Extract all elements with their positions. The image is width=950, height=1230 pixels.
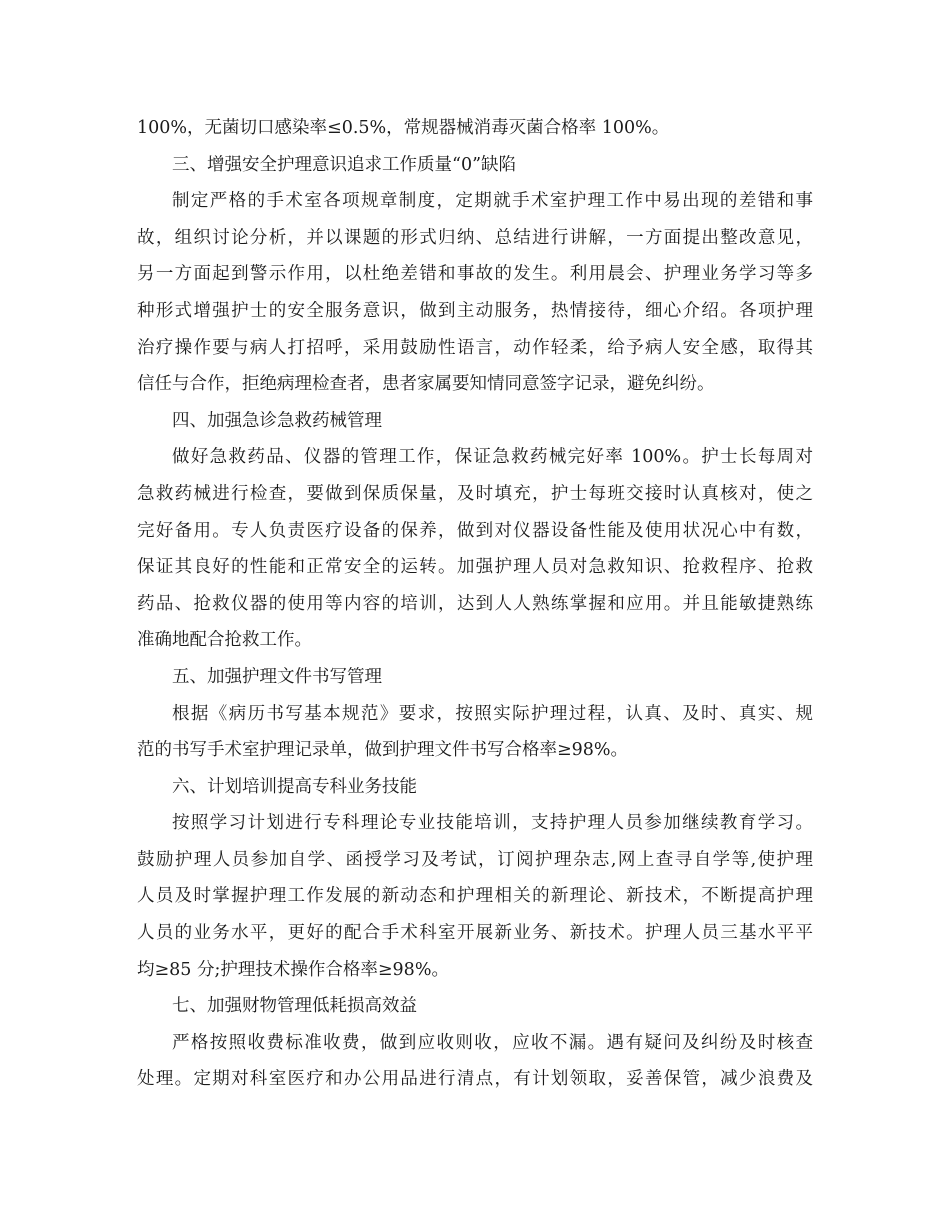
text-line: 鼓励护理人员参加自学、函授学习及考试，订阅护理杂志,网上查寻自学等,使护理 [137,849,813,870]
text-line: 严格按照收费标准收费，做到应收则收，应收不漏。遇有疑问及纠纷及时核查 [172,1032,813,1053]
text-line: 按照学习计划进行专科理论专业技能培训，支持护理人员参加继续教育学习。 [172,813,813,834]
document-page [137,110,813,1098]
text-line: 种形式增强护士的安全服务意识，做到主动服务，热情接待，细心介绍。各项护理 [137,300,813,321]
text-line: 完好备用。专人负责医疗设备的保养，做到对仪器设备性能及使用状况心中有数， [137,520,813,541]
text-line: 制定严格的手术室各项规章制度，定期就手术室护理工作中易出现的差错和事 [172,191,813,212]
section-heading: 七、加强财物管理低耗损高效益 [172,996,417,1017]
text-line: 信任与合作，拒绝病理检查者，患者家属要知情同意签字记录，避免纠纷。 [137,374,715,395]
text-line: 处理。定期对科室医疗和办公用品进行清点，有计划领取，妥善保管，减少浪费及 [137,1069,813,1090]
text-line: 治疗操作要与病人打招呼，采用鼓励性语言，动作轻柔，给予病人安全感，取得其 [137,337,813,358]
text-line: 100%，无菌切口感染率≤0.5%，常规器械消毒灭菌合格率 100%。 [137,118,670,138]
section-heading: 三、增强安全护理意识追求工作质量“0”缺陷 [172,154,517,175]
text-line: 根据《病历书写基本规范》要求，按照实际护理过程，认真、及时、真实、规 [172,703,813,724]
section-heading: 四、加强急诊急救药械管理 [172,410,382,431]
text-line: 保证其良好的性能和正常安全的运转。加强护理人员对急救知识、抢救程序、抢救 [137,557,813,578]
text-line: 故，组织讨论分析，并以课题的形式归纳、总结进行讲解，一方面提出整改意见， [137,227,813,248]
text-line: 另一方面起到警示作用，以杜绝差错和事故的发生。利用晨会、护理业务学习等多 [137,264,813,285]
text-line: 药品、抢救仪器的使用等内容的培训，达到人人熟练掌握和应用。并且能敏捷熟练 [137,593,813,614]
text-line: 准确地配合抢救工作。 [137,630,312,651]
text-line: 人员及时掌握护理工作发展的新动态和护理相关的新理论、新技术，不断提高护理 [137,886,813,907]
section-heading: 五、加强护理文件书写管理 [172,666,382,687]
section-heading: 六、计划培训提高专科业务技能 [172,776,417,797]
text-line: 均≥85 分;护理技术操作合格率≥98%。 [137,959,449,980]
text-line: 人员的业务水平，更好的配合手术科室开展新业务、新技术。护理人员三基水平平 [137,923,813,944]
text-line: 急救药械进行检查，要做到保质保量，及时填充，护士每班交接时认真核对，使之 [137,483,813,504]
text-line: 做好急救药品、仪器的管理工作，保证急救药械完好率 100%。护士长每周对 [172,447,813,468]
text-line: 范的书写手术室护理记录单，做到护理文件书写合格率≥98%。 [137,740,629,761]
